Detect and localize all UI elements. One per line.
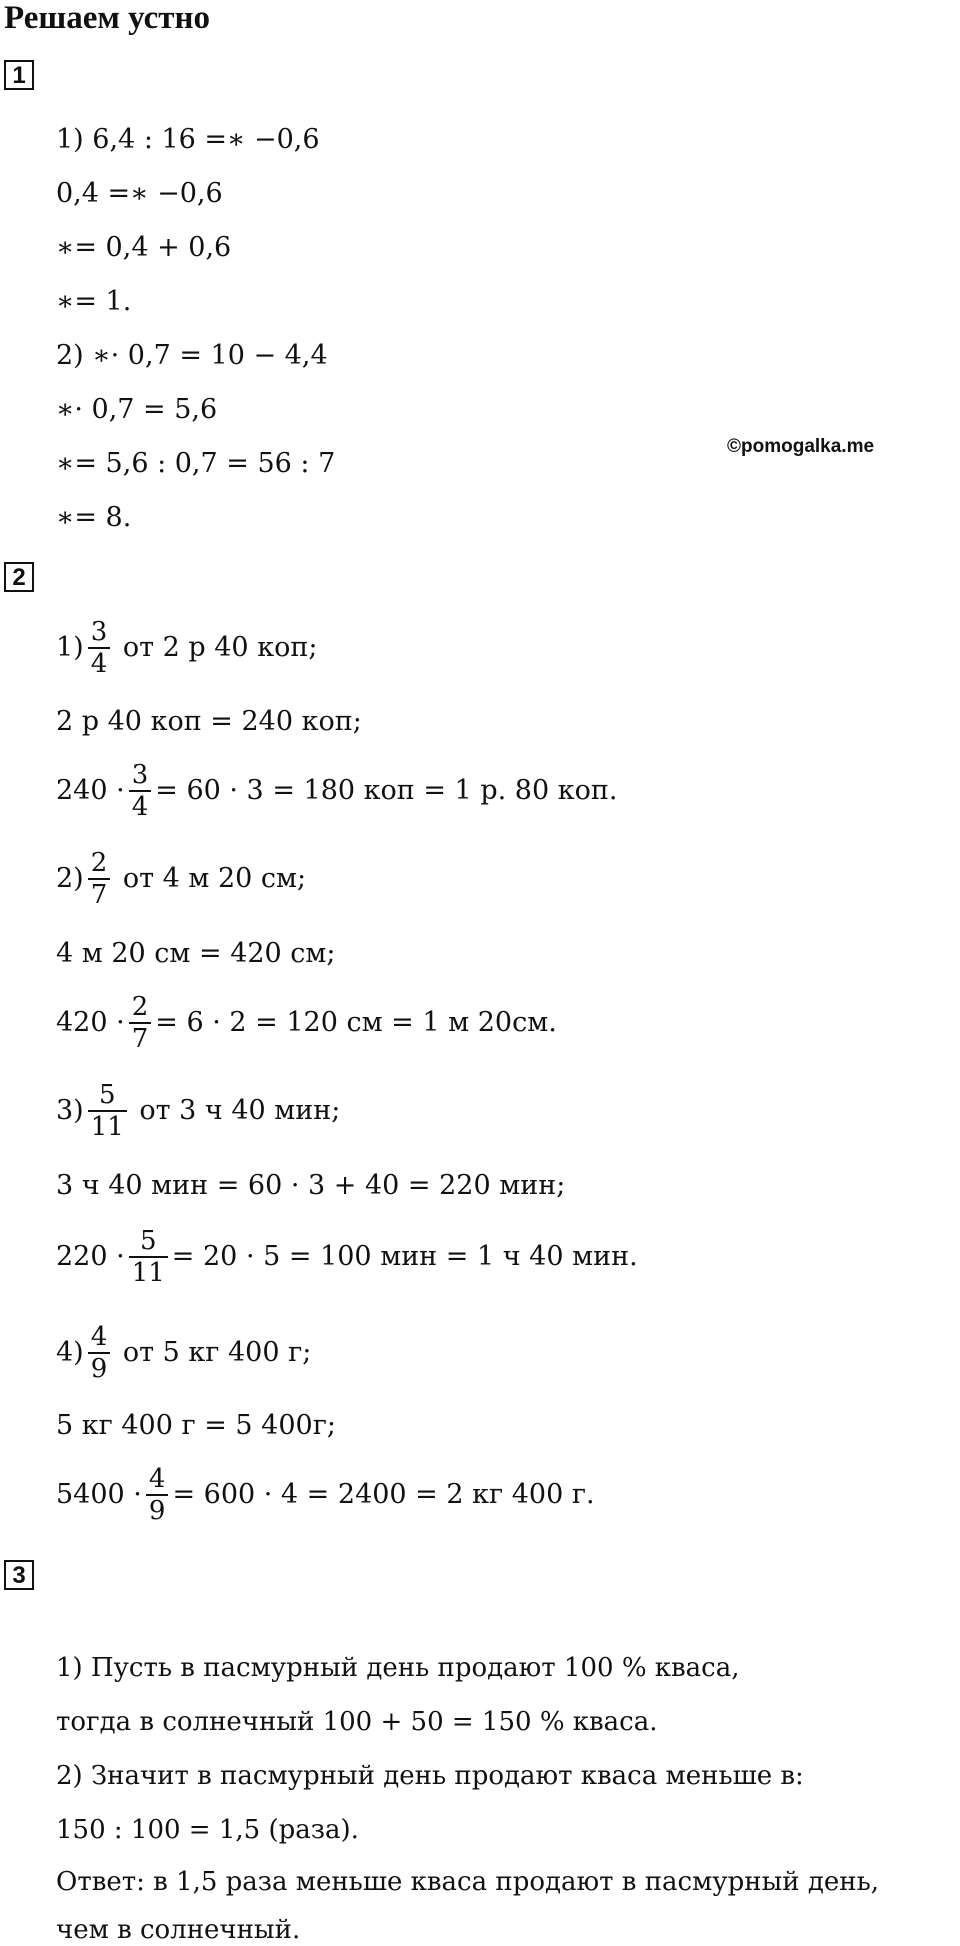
fraction: $\frac{3}{4}$ xyxy=(88,617,111,679)
task2-item-heading: 4) $\frac{4}{9}$ от 5 кг 400 г; xyxy=(56,1322,312,1384)
task1-line: 2) ∗· 0,7 = 10 − 4,4 xyxy=(56,340,328,371)
task2-convert-line: 5 кг 400 г = 5 400г; xyxy=(56,1410,336,1441)
task3-line: 1) Пусть в пасмурный день продают 100 % кваса, xyxy=(56,1653,740,1683)
fraction: $\frac{5}{11}$ xyxy=(88,1080,127,1142)
task1-line: ∗· 0,7 = 5,6 xyxy=(56,394,218,425)
task2-item-heading: 3) $\frac{5}{11}$ от 3 ч 40 мин; xyxy=(56,1080,341,1142)
task3-line: 2) Значит в пасмурный день продают кваса меньше в: xyxy=(56,1761,804,1791)
task3-line: тогда в солнечный 100 + 50 = 150 % кваса. xyxy=(56,1707,658,1737)
fraction: $\frac{3}{4}$ xyxy=(129,760,152,822)
task1-line: 1) 6,4 : 16 =∗ −0,6 xyxy=(56,124,320,155)
task2-convert-line: 3 ч 40 мин = 60 · 3 + 40 = 220 мин; xyxy=(56,1170,566,1201)
task3-line: 150 : 100 = 1,5 (раза). xyxy=(56,1815,359,1845)
task2-calc-line: 5400 · $\frac{4}{9}$ = 600 · 4 = 2400 = 2 кг 400 г. xyxy=(56,1464,595,1526)
fraction: $\frac{5}{11}$ xyxy=(129,1226,168,1288)
task-number-3: 3 xyxy=(4,1560,34,1590)
task1-line: ∗= 1. xyxy=(56,286,132,317)
task3-line: Ответ: в 1,5 раза меньше кваса продают в пасмурный день, xyxy=(56,1867,880,1897)
task2-item-heading: 2) $\frac{2}{7}$ от 4 м 20 см; xyxy=(56,848,307,910)
task2-convert-line: 2 р 40 коп = 240 коп; xyxy=(56,706,362,737)
task1-line: ∗= 5,6 : 0,7 = 56 : 7 xyxy=(56,448,336,479)
task2-convert-line: 4 м 20 см = 420 см; xyxy=(56,938,336,969)
fraction: $\frac{2}{7}$ xyxy=(129,992,152,1054)
fraction: $\frac{4}{9}$ xyxy=(146,1464,169,1526)
task3-line: чем в солнечный. xyxy=(56,1915,301,1945)
task1-line: 0,4 =∗ −0,6 xyxy=(56,178,223,209)
task-number-2: 2 xyxy=(4,562,34,592)
task2-calc-line: 420 · $\frac{2}{7}$ = 6 · 2 = 120 см = 1 м 20см. xyxy=(56,992,557,1054)
fraction: $\frac{2}{7}$ xyxy=(88,848,111,910)
task1-line: ∗= 0,4 + 0,6 xyxy=(56,232,232,263)
task-number-1: 1 xyxy=(4,60,34,90)
fraction: $\frac{4}{9}$ xyxy=(88,1322,111,1384)
task2-calc-line: 220 · $\frac{5}{11}$ = 20 · 5 = 100 мин = 1 ч 40 мин. xyxy=(56,1226,638,1288)
task1-line: ∗= 8. xyxy=(56,502,132,533)
task2-item-heading: 1) $\frac{3}{4}$ от 2 р 40 коп; xyxy=(56,617,318,679)
watermark: ©pomogalka.me xyxy=(727,436,875,457)
page-title: Решаем устно xyxy=(4,0,210,36)
task2-calc-line: 240 · $\frac{3}{4}$ = 60 · 3 = 180 коп = 1 р. 80 коп. xyxy=(56,760,618,822)
